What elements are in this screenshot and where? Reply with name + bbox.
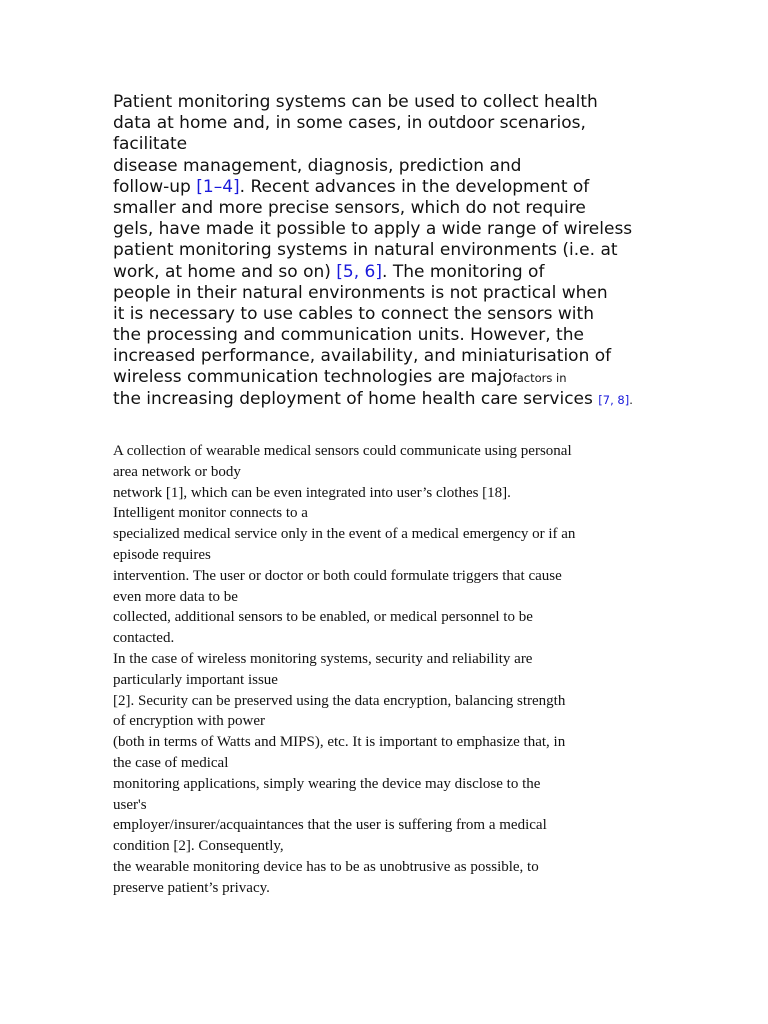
text-line: the wearable monitoring device has to be as unobtrusive as possible, to	[113, 858, 539, 875]
text-line: patient monitoring systems in natural environments (i.e. at	[113, 240, 618, 261]
text-line: collected, additional sensors to be enabled, or medical personnel to be	[113, 609, 533, 626]
text-fragment-small: factors in	[512, 371, 567, 386]
text-line: monitoring applications, simply wearing the device may disclose to the	[113, 775, 541, 792]
text-line: specialized medical service only in the event of a medical emergency or if an	[113, 526, 576, 543]
text-line: episode requires	[113, 546, 211, 563]
text-fragment: . The monitoring of	[382, 261, 545, 282]
text-line	[113, 389, 673, 410]
text-line	[113, 367, 673, 388]
text-line	[113, 262, 673, 283]
text-line: [2]. Security can be preserved using the data encryption, balancing strength	[113, 692, 566, 709]
text-fragment: work, at home and so on)	[113, 261, 337, 282]
text-line: the case of medical	[113, 754, 229, 771]
text-line: Intelligent monitor connects to a	[113, 505, 308, 522]
text-line: the processing and communication units. However, the	[113, 325, 584, 346]
text-line: it is necessary to use cables to connect the sensors with	[113, 303, 594, 324]
text-line: even more data to be	[113, 588, 238, 605]
text-line: data at home and, in some cases, in outdoor scenarios,	[113, 113, 586, 134]
text-line: In the case of wireless monitoring systems, security and reliability are	[113, 650, 533, 667]
text-line: gels, have made it possible to apply a wide range of wireless	[113, 219, 633, 240]
text-fragment: the increasing deployment of home health care services	[113, 388, 599, 409]
text-line: increased performance, availability, and miniaturisation of	[113, 346, 612, 367]
text-line: of encryption with power	[113, 713, 266, 730]
text-line: condition [2]. Consequently,	[113, 838, 284, 855]
citation-link[interactable]: [1–4]	[196, 176, 240, 197]
text-line: contacted.	[113, 630, 175, 647]
text-line: intervention. The user or doctor or both could formulate triggers that cause	[113, 567, 562, 584]
text-fragment: .	[629, 392, 633, 407]
text-line: Patient monitoring systems can be used to collect health	[113, 92, 598, 112]
text-line	[113, 177, 673, 198]
text-line: network [1], which can be even integrated into user’s clothes [18].	[113, 484, 511, 501]
text-line: A collection of wearable medical sensors could communicate using personal	[113, 443, 572, 459]
text-line: people in their natural environments is not practical when	[113, 282, 608, 303]
text-fragment: . Recent advances in the development of	[239, 176, 590, 197]
text-line: area network or body	[113, 463, 241, 480]
text-fragment: wireless communication technologies are majo	[113, 367, 513, 388]
paragraph-sans	[113, 92, 673, 410]
text-line: facilitate	[113, 134, 188, 155]
text-line: disease management, diagnosis, prediction and	[113, 155, 522, 176]
text-line: particularly important issue	[113, 671, 278, 688]
text-fragment: follow-up	[113, 176, 197, 197]
text-line: user's	[113, 796, 147, 813]
text-line: (both in terms of Watts and MIPS), etc. It is important to emphasize that, in	[113, 734, 566, 751]
citation-link[interactable]: [5, 6]	[336, 261, 383, 282]
text-line: smaller and more precise sensors, which do not require	[113, 197, 586, 218]
text-line: preserve patient’s privacy.	[113, 879, 270, 896]
paragraph-serif	[113, 441, 673, 899]
text-line: employer/insurer/acquaintances that the user is suffering from a medical	[113, 817, 547, 834]
citation-link[interactable]: [7, 8]	[598, 392, 630, 407]
